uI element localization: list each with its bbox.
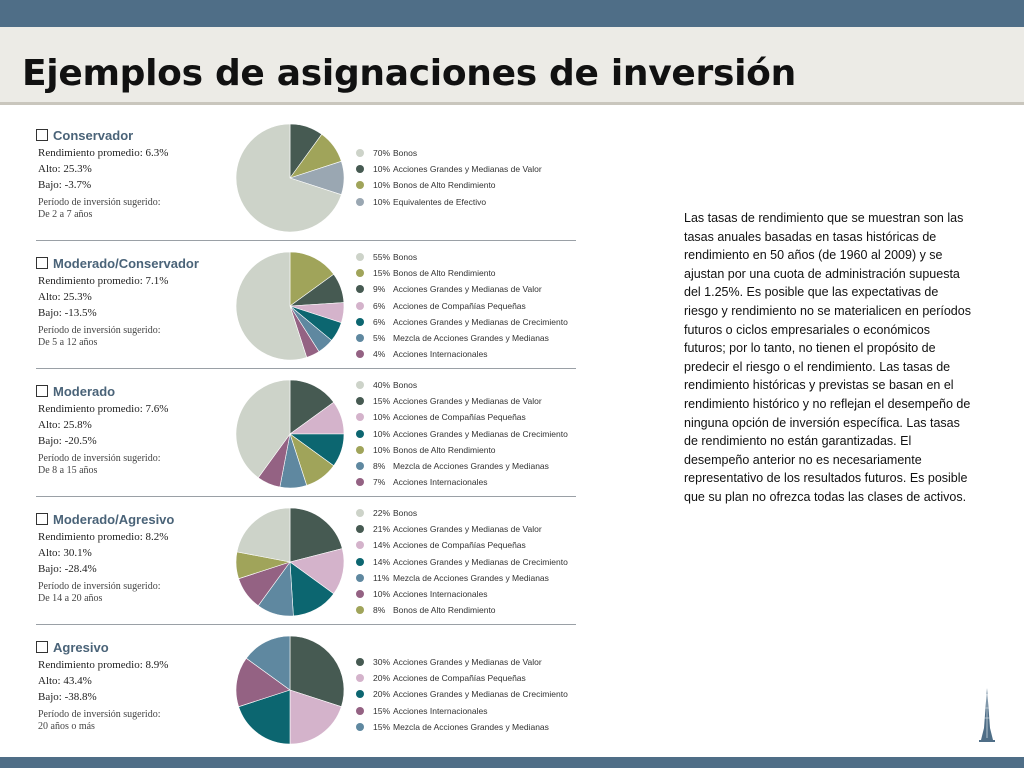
legend-label: Bonos <box>393 508 418 518</box>
legend-label: Acciones de Compañías Pequeñas <box>393 673 526 684</box>
section-divider <box>36 368 576 369</box>
period-value: De 5 a 12 años <box>38 337 98 348</box>
checkbox-icon <box>36 641 48 653</box>
legend-percent: 22% <box>373 508 391 518</box>
legend-percent: 8% <box>373 605 386 616</box>
legend-percent: 10% <box>373 180 391 191</box>
period-label: Período de inversión sugerido: <box>38 709 161 720</box>
legend-dot-icon <box>356 285 364 293</box>
checkbox-icon <box>36 385 48 397</box>
period-value: De 8 a 15 años <box>38 465 98 476</box>
legend-dot-icon <box>356 690 364 698</box>
legend-label: Acciones Internacionales <box>393 705 488 716</box>
legend-dot-icon <box>356 397 364 405</box>
stat-promedio: Rendimiento promedio: 8.9% <box>38 659 169 671</box>
legend-dot-icon <box>356 269 364 277</box>
legend-label: Acciones Grandes y Medianas de Valor <box>393 396 542 407</box>
legend-dot-icon <box>356 541 364 549</box>
period-label: Período de inversión sugerido: <box>38 325 161 336</box>
section-divider <box>36 624 576 625</box>
stat-bajo: Bajo: -3.7% <box>38 179 92 191</box>
legend-percent: 14% <box>373 540 391 551</box>
portfolio-title-text: Moderado/Agresivo <box>53 512 175 527</box>
portfolio-title <box>36 512 174 527</box>
legend-dot-icon <box>356 462 364 470</box>
legend-percent: 30% <box>373 657 391 667</box>
legend-label: Bonos <box>393 380 418 390</box>
legend-label: Mezcla de Acciones Grandes y Medianas <box>393 333 549 343</box>
legend-label: Equivalentes de Efectivo <box>393 196 487 207</box>
legend-dot-icon <box>356 525 364 533</box>
legend-label: Acciones Grandes y Medianas de Crecimiento <box>393 316 568 327</box>
legend-percent: 6% <box>373 316 386 327</box>
disclaimer-text: Las tasas de rendimiento que se muestran son las tasas anuales basadas en tasas históricas de rendimiento en 50 años (de 1960 al 2009) y se ajustan por una cuota de administración supuesta del 1.25%. Es posible que las expectativas de riesgo y rendimiento no se materialicen en períodos futuros o ciclos empresariales o económicos futuros; por lo tanto, no tienen el propósito de predecir el riesgo o el rendimiento. Las tasas de rendimiento históricas y previstas se basan en el rendimiento histórico y no reflejan el desempeño de ninguna opción de inversión específica. Las tasas de rendimiento no están garantizadas. El desempeño anterior no es necesariamente representativo de los resultados futuros. Es posible que su plan no ofrezca todas las clases de activos. <box>684 211 971 504</box>
legend-percent: 7% <box>373 477 386 488</box>
pie-chart <box>235 251 345 361</box>
legend-dot-icon <box>356 381 364 389</box>
legend-percent: 20% <box>373 689 391 700</box>
legend-percent: 15% <box>373 396 391 407</box>
legend-dot-icon <box>356 674 364 682</box>
legend-dot-icon <box>356 430 364 438</box>
bottom-bar <box>0 757 1024 768</box>
legend-dot-icon <box>356 446 364 454</box>
legend-percent: 55% <box>373 252 391 262</box>
legend-dot-icon <box>356 509 364 517</box>
checkbox-icon <box>36 513 48 525</box>
legend-label: Acciones Grandes y Medianas de Valor <box>393 657 542 667</box>
legend-label: Acciones Grandes y Medianas de Crecimiento <box>393 556 568 567</box>
portfolio-title <box>36 384 115 399</box>
legend-percent: 11% <box>373 572 390 583</box>
legend-percent: 10% <box>373 196 391 207</box>
stat-bajo: Bajo: -20.5% <box>38 435 97 447</box>
portfolio-section <box>36 128 576 248</box>
legend-dot-icon <box>356 253 364 261</box>
legend-label: Acciones Grandes y Medianas de Valor <box>393 524 542 535</box>
stat-promedio: Rendimiento promedio: 7.6% <box>38 403 169 415</box>
legend-label: Bonos <box>393 148 418 158</box>
stat-alto: Alto: 43.4% <box>38 675 92 687</box>
legend-label: Acciones de Compañías Pequeñas <box>393 300 526 311</box>
legend-percent: 21% <box>373 524 391 535</box>
legend-percent: 4% <box>373 349 386 360</box>
stat-bajo: Bajo: -38.8% <box>38 691 97 703</box>
portfolio-title <box>36 128 133 143</box>
legend-dot-icon <box>356 198 364 206</box>
legend-percent: 8% <box>373 461 386 471</box>
legend-percent: 14% <box>373 556 391 567</box>
legend-dot-icon <box>356 606 364 614</box>
legend-percent: 10% <box>373 164 391 175</box>
portfolio-title <box>36 640 109 655</box>
checkbox-icon <box>36 129 48 141</box>
legend-percent: 10% <box>373 428 391 439</box>
period-label: Período de inversión sugerido: <box>38 197 161 208</box>
legend-percent: 6% <box>373 300 386 311</box>
period-value: 20 años o más <box>38 721 95 732</box>
pie-chart <box>235 379 345 489</box>
legend-dot-icon <box>356 350 364 358</box>
legend-dot-icon <box>356 334 364 342</box>
portfolio-title-text: Conservador <box>53 128 134 143</box>
period-label: Período de inversión sugerido: <box>38 581 161 592</box>
checkbox-icon <box>36 257 48 269</box>
legend-label: Acciones Grandes y Medianas de Valor <box>393 284 542 295</box>
legend-percent: 10% <box>373 589 391 599</box>
legend-label: Bonos de Alto Rendimiento <box>393 268 496 279</box>
section-divider <box>36 240 576 241</box>
portfolio-section <box>36 508 576 632</box>
period-value: De 2 a 7 años <box>38 209 93 220</box>
legend-dot-icon <box>356 658 364 666</box>
legend-percent: 5% <box>373 333 386 343</box>
legend-percent: 15% <box>373 721 391 732</box>
legend-label: Bonos <box>393 252 418 262</box>
period-value: De 14 a 20 años <box>38 593 103 604</box>
portfolio-section <box>36 252 576 376</box>
portfolio-title-text: Moderado <box>53 384 116 399</box>
legend-label: Acciones Internacionales <box>393 349 488 360</box>
legend-percent: 40% <box>373 380 391 390</box>
legend-label: Acciones Grandes y Medianas de Crecimiento <box>393 428 568 439</box>
legend-label: Acciones Internacionales <box>393 589 488 599</box>
period-label: Período de inversión sugerido: <box>38 453 161 464</box>
legend-label: Mezcla de Acciones Grandes y Medianas <box>393 721 549 732</box>
legend-label: Bonos de Alto Rendimiento <box>393 605 496 616</box>
legend-label: Mezcla de Acciones Grandes y Medianas <box>393 572 549 583</box>
legend-percent: 10% <box>373 444 391 455</box>
legend-dot-icon <box>356 723 364 731</box>
stat-bajo: Bajo: -28.4% <box>38 563 97 575</box>
pie-chart <box>235 635 345 745</box>
legend-percent: 15% <box>373 705 391 716</box>
portfolio-title-text: Moderado/Conservador <box>53 256 199 271</box>
section-divider <box>36 496 576 497</box>
portfolio-section <box>36 380 576 504</box>
stat-alto: Alto: 25.3% <box>38 291 92 303</box>
legend-label: Bonos de Alto Rendimiento <box>393 444 496 455</box>
stat-bajo: Bajo: -13.5% <box>38 307 97 319</box>
top-bar <box>0 0 1024 27</box>
legend-dot-icon <box>356 574 364 582</box>
legend-dot-icon <box>356 318 364 326</box>
legend-percent: 20% <box>373 673 391 684</box>
legend-label: Acciones Internacionales <box>393 477 488 488</box>
legend-dot-icon <box>356 302 364 310</box>
legend-label: Acciones Grandes y Medianas de Valor <box>393 164 542 175</box>
legend-dot-icon <box>356 590 364 598</box>
legend-label: Acciones de Compañías Pequeñas <box>393 412 526 423</box>
legend-label: Acciones de Compañías Pequeñas <box>393 540 526 551</box>
portfolio-title-text: Agresivo <box>53 640 109 655</box>
legend-percent: 9% <box>373 284 386 295</box>
legend-dot-icon <box>356 413 364 421</box>
legend-label: Mezcla de Acciones Grandes y Medianas <box>393 461 549 471</box>
legend-dot-icon <box>356 165 364 173</box>
legend-label: Acciones Grandes y Medianas de Crecimiento <box>393 689 568 700</box>
legend-dot-icon <box>356 181 364 189</box>
stat-alto: Alto: 25.3% <box>38 163 92 175</box>
legend-dot-icon <box>356 478 364 486</box>
stat-promedio: Rendimiento promedio: 8.2% <box>38 531 169 543</box>
page-title: Ejemplos de asignaciones de inversión <box>22 53 796 94</box>
stat-promedio: Rendimiento promedio: 6.3% <box>38 147 169 159</box>
legend-percent: 15% <box>373 268 391 279</box>
stat-alto: Alto: 25.8% <box>38 419 92 431</box>
pie-chart <box>235 507 345 617</box>
legend-percent: 70% <box>373 148 391 158</box>
pyramid-logo-icon <box>974 688 1000 744</box>
legend-percent: 10% <box>373 412 391 423</box>
stat-alto: Alto: 30.1% <box>38 547 92 559</box>
legend-dot-icon <box>356 558 364 566</box>
legend-dot-icon <box>356 707 364 715</box>
legend-dot-icon <box>356 149 364 157</box>
legend-label: Bonos de Alto Rendimiento <box>393 180 496 191</box>
portfolio-section <box>36 640 576 760</box>
stat-promedio: Rendimiento promedio: 7.1% <box>38 275 169 287</box>
portfolio-title <box>36 256 199 271</box>
pie-chart <box>235 123 345 233</box>
